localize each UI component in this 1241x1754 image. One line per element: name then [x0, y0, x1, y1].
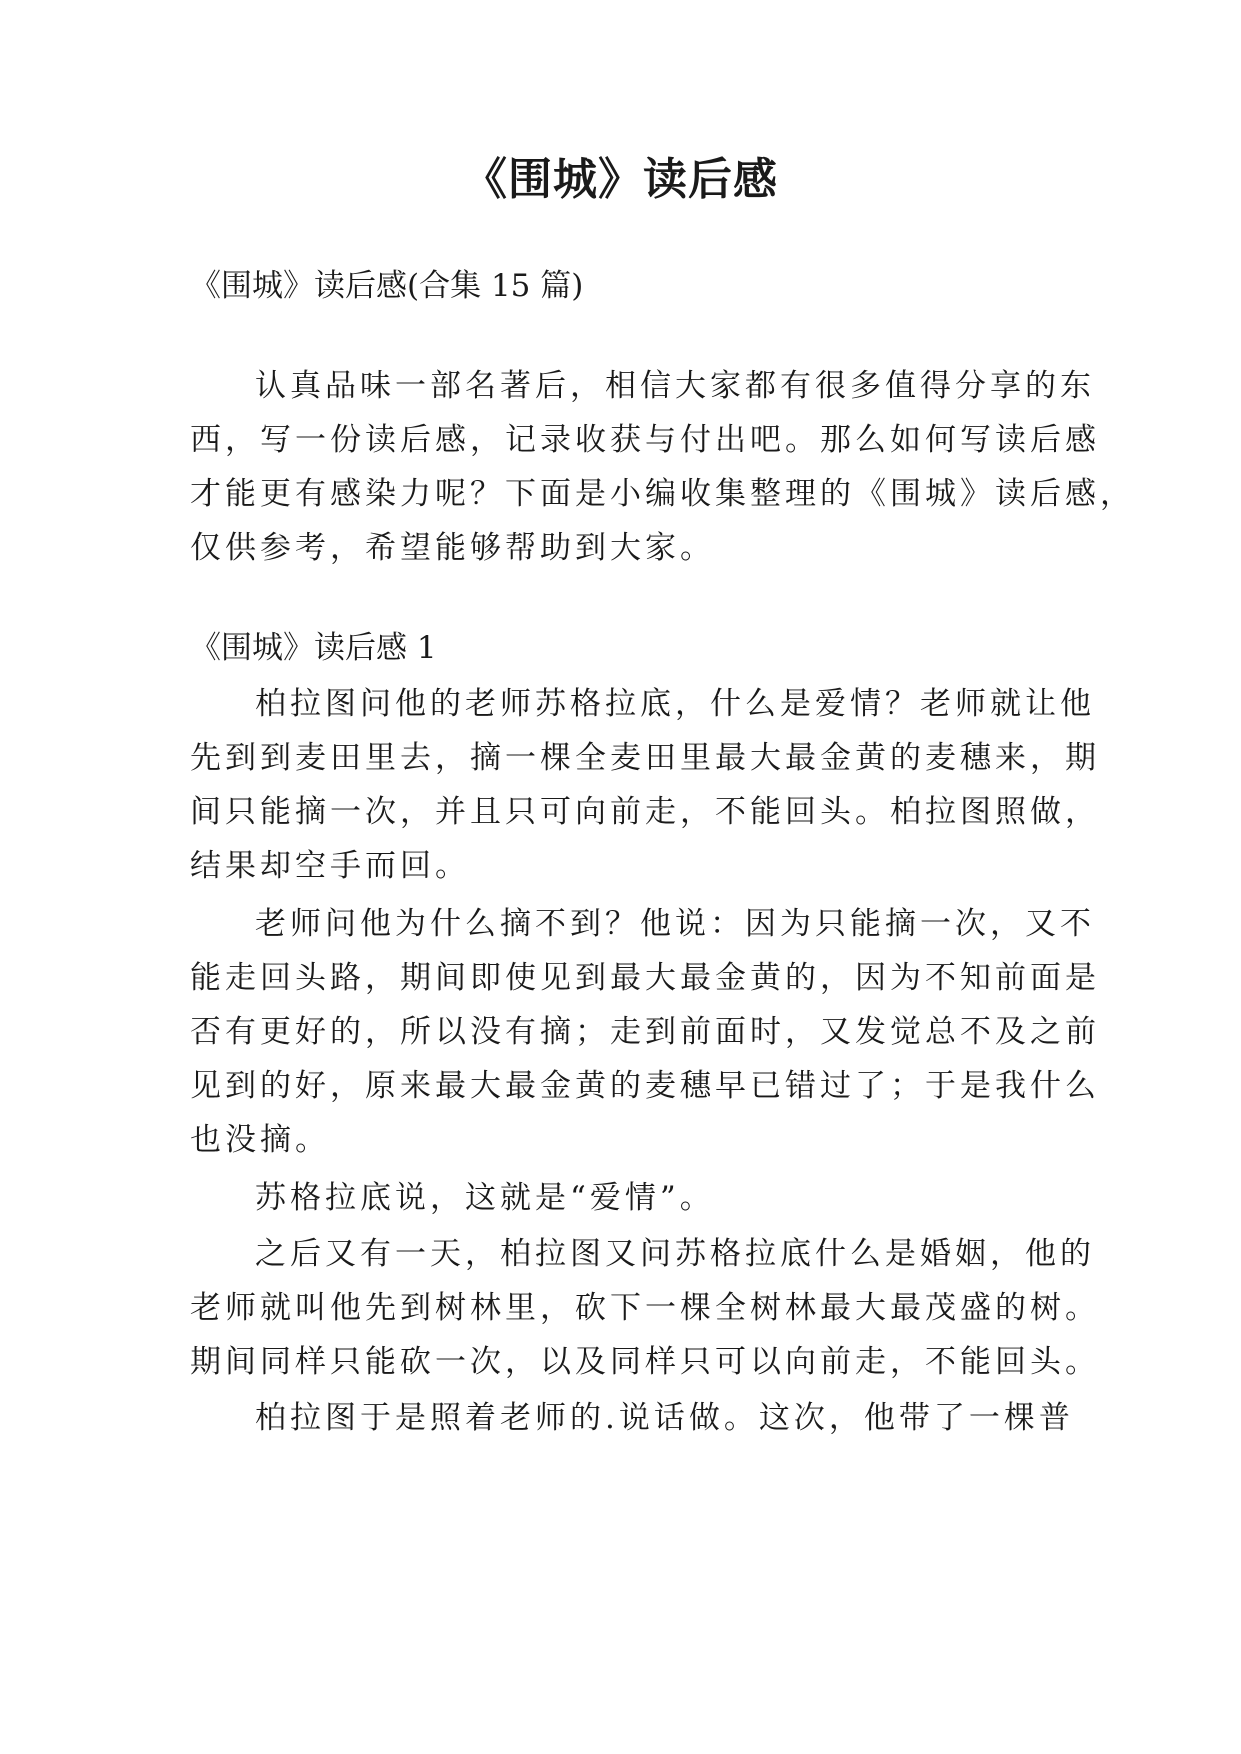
- intro-line: 西，写一份读后感，记录收获与付出吧。那么如何写读后感: [190, 422, 1100, 458]
- intro-line: 才能更有感染力呢？下面是小编收集整理的《围城》读后感，: [190, 476, 1135, 512]
- intro-line: 仅供参考，希望能够帮助到大家。: [190, 530, 715, 566]
- intro-line: 认真品味一部名著后，相信大家都有很多值得分享的东: [255, 368, 1095, 404]
- paragraph-line: 能走回头路，期间即使见到最大最金黄的，因为不知前面是: [190, 960, 1100, 996]
- paragraph-line: 见到的好，原来最大最金黄的麦穗早已错过了；于是我什么: [190, 1068, 1100, 1104]
- paragraph-line: 老师问他为什么摘不到？他说：因为只能摘一次，又不: [255, 906, 1095, 942]
- paragraph-line: 柏拉图于是照着老师的.说话做。这次，他带了一棵普: [255, 1400, 1074, 1436]
- paragraph-line: 老师就叫他先到树林里，砍下一棵全树林最大最茂盛的树。: [190, 1290, 1100, 1326]
- document-title: 《围城》读后感: [463, 154, 778, 205]
- paragraph-line: 也没摘。: [190, 1122, 330, 1158]
- paragraph-line: 之后又有一天，柏拉图又问苏格拉底什么是婚姻，他的: [255, 1236, 1095, 1272]
- paragraph-line: 结果却空手而回。: [190, 848, 470, 884]
- paragraph-line: 期间同样只能砍一次，以及同样只可以向前走，不能回头。: [190, 1344, 1100, 1380]
- paragraph-line: 间只能摘一次，并且只可向前走，不能回头。柏拉图照做，: [190, 794, 1100, 830]
- section-heading: 《围城》读后感 1: [190, 630, 437, 666]
- document-subtitle: 《围城》读后感(合集 15 篇): [190, 268, 584, 304]
- paragraph-line: 苏格拉底说，这就是“爱情”。: [255, 1180, 715, 1216]
- paragraph-line: 柏拉图问他的老师苏格拉底，什么是爱情？老师就让他: [255, 686, 1095, 722]
- paragraph-line: 先到到麦田里去，摘一棵全麦田里最大最金黄的麦穗来，期: [190, 740, 1100, 776]
- paragraph-line: 否有更好的，所以没有摘；走到前面时，又发觉总不及之前: [190, 1014, 1100, 1050]
